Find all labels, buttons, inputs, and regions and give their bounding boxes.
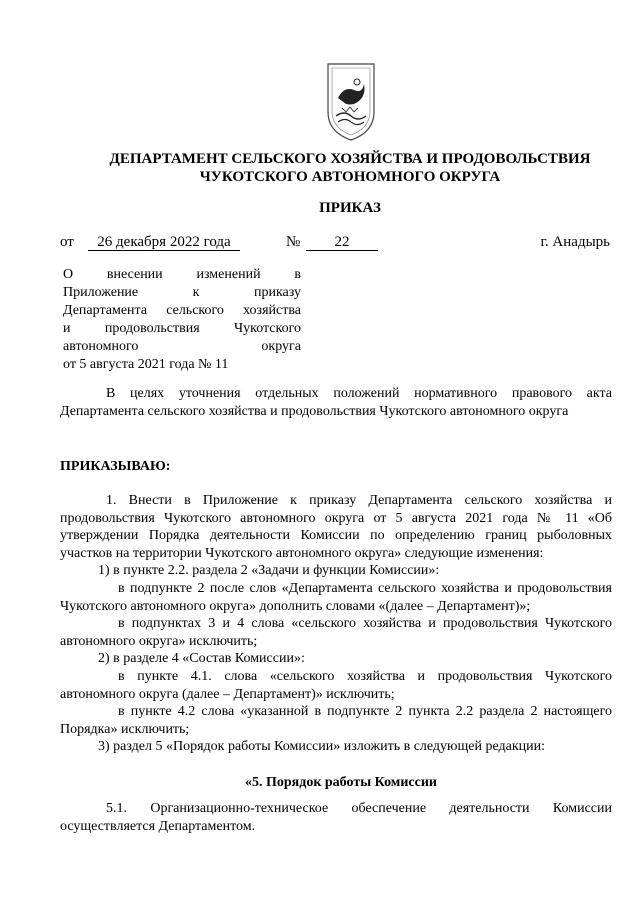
- order-subject: [63, 266, 301, 374]
- item-5-1: 5.1. Организационно-техническое обеспечение деятельности Комиссии осуществляется Департаментом.: [60, 801, 612, 834]
- item-1-2-b: в пункте 4.2 слова «указанной в подпункте 2 пункта 2.2 раздела 2 настоящего Порядка» исключить;: [60, 704, 612, 737]
- preamble-text: В целях уточнения отдельных положений нормативного правового акта Департамента сельского хозяйства и продовольствия Чукотского автономного округа: [60, 386, 612, 419]
- subject-line: от 5 августа 2021 года № 11: [63, 357, 229, 372]
- item-1-1: 1) в пункте 2.2. раздела 2 «Задачи и функции Комиссии»:: [98, 563, 440, 579]
- from-label: от: [60, 234, 74, 250]
- department-title-line-1: ДЕПАРТАМЕНТ СЕЛЬСКОГО ХОЗЯЙСТВА И ПРОДОВОЛЬСТВИЯ: [109, 151, 591, 167]
- item-1: 1. Внести в Приложение к приказу Департамента сельского хозяйства и продовольствия Чукотского автономного округа от 5 августа 2021 года № 11 «Об утверждении Порядка деятельности Комиссии по определению границ рыболовных участков на территории Чукотского автономного округа» следующие изменения:: [60, 493, 612, 561]
- item-1-1-b: в подпунктах 3 и 4 слова «сельского хозяйства и продовольствия Чукотского автономного округа» исключить;: [60, 616, 612, 649]
- item-1-3: 3) раздел 5 «Порядок работы Комиссии» изложить в следующей редакции:: [98, 739, 546, 755]
- subject-line: О внесении изменений в: [63, 267, 301, 282]
- item-1-2-a: в пункте 4.1. слова «сельского хозяйства и продовольствия Чукотского автономного округа (далее – Департамент)» исключить;: [60, 668, 612, 702]
- chukotka-coat-of-arms-icon: [324, 60, 378, 144]
- order-title: ПРИКАЗ: [319, 200, 381, 216]
- order-word: ПРИКАЗЫВАЮ:: [60, 459, 171, 474]
- item-1-2: 2) в разделе 4 «Состав Комиссии»:: [98, 651, 305, 667]
- item-1-1-a: в подпункте 2 после слов «Департамента сельского хозяйства и продовольствия Чукотского автономного округа» дополнить словами «(далее – Департамент)»;: [60, 580, 612, 614]
- order-date: [88, 234, 240, 251]
- department-title-line-2: ЧУКОТСКОГО АВТОНОМНОГО ОКРУГА: [199, 169, 501, 185]
- section-5-body: [60, 800, 612, 835]
- section-5-heading: «5. Порядок работы Комиссии: [245, 775, 437, 790]
- order-items: [60, 492, 612, 756]
- order-meta-row: [60, 234, 610, 254]
- subject-line: Департамента сельского хозяйства: [63, 303, 301, 318]
- order-number: [306, 234, 378, 251]
- city: г. Анадырь: [540, 234, 610, 250]
- subject-line: автономного округа: [63, 339, 301, 354]
- preamble: [60, 385, 612, 420]
- subject-line: и продовольствия Чукотского: [63, 321, 301, 336]
- order-date-text: 26 декабря 2022 года: [97, 234, 231, 250]
- subject-line: Приложение к приказу: [63, 285, 301, 300]
- number-label: №: [286, 234, 301, 250]
- department-title: [60, 150, 640, 186]
- order-number-text: 22: [334, 234, 350, 250]
